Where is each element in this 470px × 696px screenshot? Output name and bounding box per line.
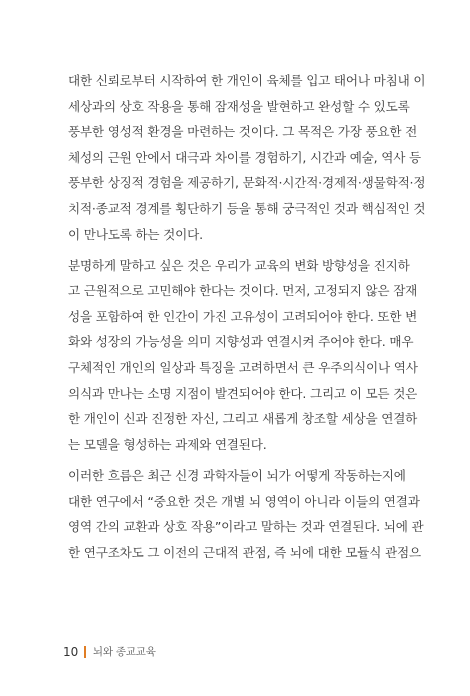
text-line: 풍부한 영성적 환경을 마련하는 것이다. 그 목적은 가장 풍요한 전 xyxy=(68,124,418,140)
text-line: 성을 포함하여 한 인간이 가진 고유성이 고려되어야 한다. 또한 변 xyxy=(68,308,418,324)
text-line: 체성의 근원 안에서 대극과 차이를 경험하기, 시간과 예술, 역사 등 xyxy=(68,149,421,165)
text-line: 이러한 흐름은 최근 신경 과학자들이 뇌가 어떻게 작동하는지에 xyxy=(68,467,406,483)
text-line: 이 만나도록 하는 것이다. xyxy=(68,226,203,242)
text-line: 치적·종교적 경계를 횡단하기 등을 통해 궁극적인 것과 핵심적인 것 xyxy=(68,200,426,216)
text-line: 구체적인 개인의 일상과 특징을 고려하면서 큰 우주의식이나 역사 xyxy=(68,360,418,376)
text-line: 한 개인이 신과 진정한 자신, 그리고 새롭게 창조할 세상을 연결하 xyxy=(68,411,418,427)
page-number: 10 xyxy=(63,644,79,659)
footer-divider xyxy=(84,646,86,658)
text-line: 화와 성장의 가능성을 의미 지향성과 연결시켜 주어야 한다. 매우 xyxy=(68,334,414,350)
text-line: 대한 연구에서 “중요한 것은 개별 뇌 영역이 아니라 이들의 연결과 xyxy=(68,493,420,509)
text-line: 분명하게 말하고 싶은 것은 우리가 교육의 변화 방향성을 진지하 xyxy=(68,257,410,273)
text-line: 풍부한 상징적 경험을 제공하기, 문화적·시간적·경제적·생물학적·정 xyxy=(68,175,426,191)
paragraph-1 xyxy=(68,68,426,247)
text-line: 세상과의 상호 작용을 통해 잠재성을 발현하고 완성할 수 있도록 xyxy=(68,98,410,114)
page-footer xyxy=(63,644,156,659)
text-line: 한 연구조차도 그 이전의 근대적 관점, 즉 뇌에 대한 모듈식 관점으 xyxy=(68,544,421,560)
paragraph-2 xyxy=(68,253,418,458)
text-line: 고 근원적으로 고민해야 한다는 것이다. 먼저, 고정되지 않은 잠재 xyxy=(68,283,418,299)
text-line: 대한 신뢰로부터 시작하여 한 개인이 육체를 입고 태어나 마침내 이 xyxy=(68,73,426,88)
paragraph-3 xyxy=(68,463,424,565)
text-line: 영역 간의 교환과 상호 작용”이라고 말하는 것과 연결된다. 뇌에 관 xyxy=(68,519,424,535)
text-line: 의식과 만나는 소명 지점이 발견되어야 한다. 그리고 이 모든 것은 xyxy=(68,385,418,401)
body-text xyxy=(68,68,426,565)
running-title: 뇌와 종교교육 xyxy=(92,646,156,658)
text-line: 는 모델을 형성하는 과제와 연결된다. xyxy=(68,436,267,452)
